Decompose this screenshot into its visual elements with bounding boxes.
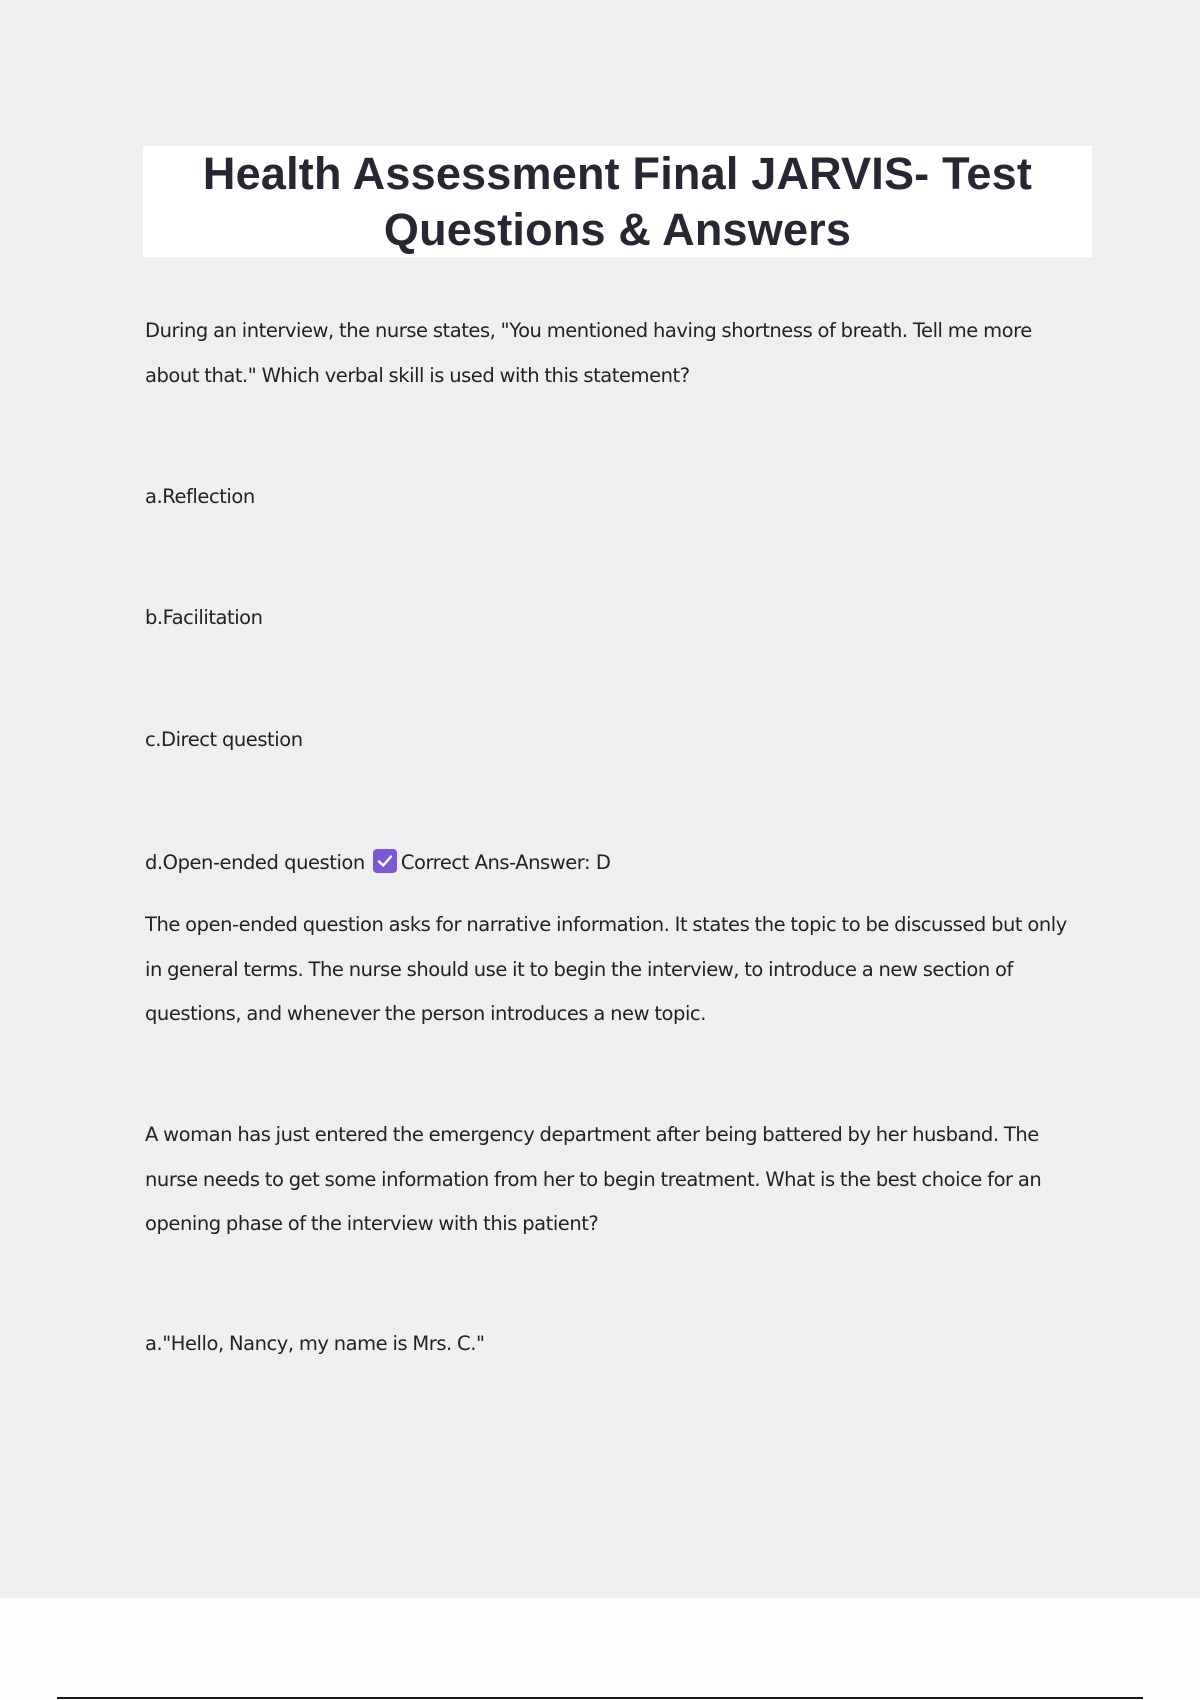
footer-divider xyxy=(57,1697,1143,1699)
check-box-icon xyxy=(373,849,397,873)
question-2-option-a: a."Hello, Nancy, my name is Mrs. C." xyxy=(145,1332,485,1355)
question-1-stem: During an interview, the nurse states, "You mentioned having shortness of breath. Tell me more about that." Which verbal skill is used with this statement? xyxy=(145,319,1032,387)
question-1-option-c: c.Direct question xyxy=(145,728,303,751)
question-2-stem: A woman has just entered the emergency department after being battered by her husband. The nurse needs to get some information from her to begin treatment. What is the best choice for an opening phase of the interview with this patient? xyxy=(145,1123,1042,1235)
question-1-option-b: b.Facilitation xyxy=(145,606,263,629)
question-1-rationale: The open-ended question asks for narrative information. It states the topic to be discussed but only in general terms. The nurse should use it to begin the interview, to introduce a new section of questions, and whenever the person introduces a new topic. xyxy=(145,913,1067,1025)
page-title: Health Assessment Final JARVIS- Test Questions & Answers xyxy=(202,148,1033,255)
title-banner xyxy=(143,146,1092,257)
question-1-option-d: d.Open-ended question xyxy=(145,851,365,874)
question-1-option-a: a.Reflection xyxy=(145,485,255,508)
question-1-answer-line xyxy=(145,841,610,886)
question-1-correct-answer: Correct Ans-Answer: D xyxy=(400,851,611,874)
